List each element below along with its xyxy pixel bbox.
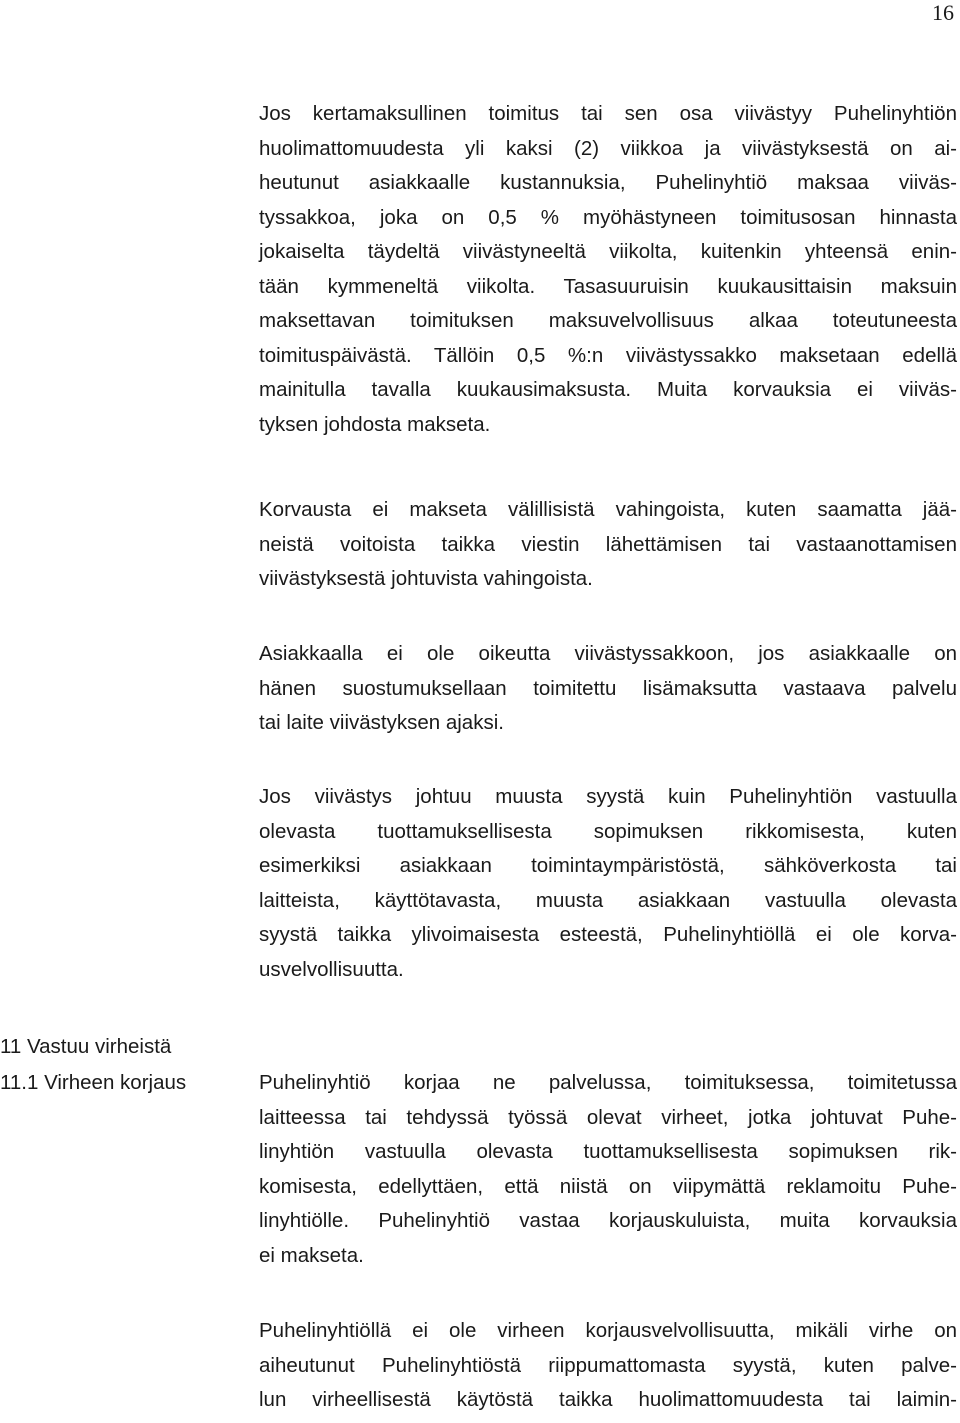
paragraph-late-delivery-penalty bbox=[259, 97, 957, 442]
text-line: lun virheellisestä käytöstä taikka huolimattomuudesta tai laimin- bbox=[259, 1388, 957, 1411]
text-line: usvelvollisuutta. bbox=[259, 957, 404, 981]
text-line: laitteista, käyttötavasta, muusta asiakkaan vastuulla olevasta bbox=[259, 888, 957, 912]
text-line: komisesta, edellyttäen, että niistä on viipymättä reklamoitu Puhe- bbox=[259, 1174, 957, 1198]
paragraph-defect-repair bbox=[259, 1066, 957, 1273]
text-line: Asiakkaalla ei ole oikeutta viivästyssakkoon, jos asiakkaalle on bbox=[259, 642, 957, 665]
text-line: tyssakkoa, joka on 0,5 % myöhästyneen toimitusosan hinnasta bbox=[259, 205, 957, 229]
text-line: maksettavan toimituksen maksuvelvollisuus alkaa toteutuneesta bbox=[259, 309, 957, 332]
text-line: esimerkiksi asiakkaan toimintaympäristöstä, sähköverkosta tai bbox=[259, 854, 957, 877]
text-line: viivästyksestä johtuvista vahingoista. bbox=[259, 567, 593, 590]
text-line: mainitulla tavalla kuukausimaksusta. Muita korvauksia ei viiväs- bbox=[259, 378, 957, 401]
text-line: aiheutunut Puhelinyhtiöstä riippumattomasta syystä, kuten palve- bbox=[259, 1353, 957, 1377]
page-number: 16 bbox=[932, 0, 954, 25]
text-line: linyhtiön vastuulla olevasta tuottamuksellisesta sopimuksen rik- bbox=[259, 1140, 957, 1163]
text-line: hänen suostumuksellaan toimitettu lisämaksutta vastaava palvelu bbox=[259, 676, 957, 700]
section-heading: 11 Vastuu virheistä bbox=[0, 1035, 172, 1058]
text-line: laitteessa tai tehdyssä työssä olevat virheet, jotka johtuvat Puhe- bbox=[259, 1105, 957, 1129]
subsection-heading: 11.1 Virheen korjaus bbox=[0, 1071, 187, 1094]
text-line: neistä voitoista taikka viestin lähettämisen tai vastaanottamisen bbox=[259, 532, 957, 556]
text-line: olevasta tuottamuksellisesta sopimuksen rikkomisesta, kuten bbox=[259, 819, 957, 843]
text-line: ei makseta. bbox=[259, 1243, 364, 1267]
text-line: toimituspäivästä. Tällöin 0,5 %:n viivästyssakko maksetaan edellä bbox=[259, 343, 957, 367]
text-line: Jos kertamaksullinen toimitus tai sen osa viivästyy Puhelinyhtiön bbox=[259, 102, 957, 125]
text-line: huolimattomuudesta yli kaksi (2) viikkoa ja viivästyksestä on ai- bbox=[259, 136, 957, 160]
text-line: linyhtiölle. Puhelinyhtiö vastaa korjauskuluista, muita korvauksia bbox=[259, 1209, 957, 1232]
text-line: Jos viivästys johtuu muusta syystä kuin Puhelinyhtiön vastuulla bbox=[259, 785, 957, 808]
text-line: tään kymmeneltä viikolta. Tasasuuruisin kuukausittaisin maksuin bbox=[259, 274, 957, 298]
text-line: heutunut asiakkaalle kustannuksia, Puhelinyhtiö maksaa viiväs- bbox=[259, 171, 957, 194]
text-line: Puhelinyhtiöllä ei ole virheen korjausvelvollisuutta, mikäli virhe on bbox=[259, 1319, 957, 1342]
paragraph-indirect-damages bbox=[259, 493, 957, 597]
text-line: Puhelinyhtiö korjaa ne palvelussa, toimituksessa, toimitetussa bbox=[259, 1071, 957, 1094]
paragraph-other-causes bbox=[259, 780, 957, 987]
text-line: Korvausta ei makseta välillisistä vahingoista, kuten saamatta jää- bbox=[259, 498, 957, 521]
text-line: tai laite viivästyksen ajaksi. bbox=[259, 711, 504, 734]
paragraph-no-repair-obligation bbox=[259, 1314, 957, 1418]
text-line: tyksen johdosta makseta. bbox=[259, 412, 491, 436]
text-line: syystä taikka ylivoimaisesta esteestä, Puhelinyhtiöllä ei ole korva- bbox=[259, 923, 957, 946]
paragraph-substitute-service bbox=[259, 637, 957, 741]
text-line: jokaiselta täydeltä viivästyneeltä viikolta, kuitenkin yhteensä enin- bbox=[259, 240, 957, 263]
